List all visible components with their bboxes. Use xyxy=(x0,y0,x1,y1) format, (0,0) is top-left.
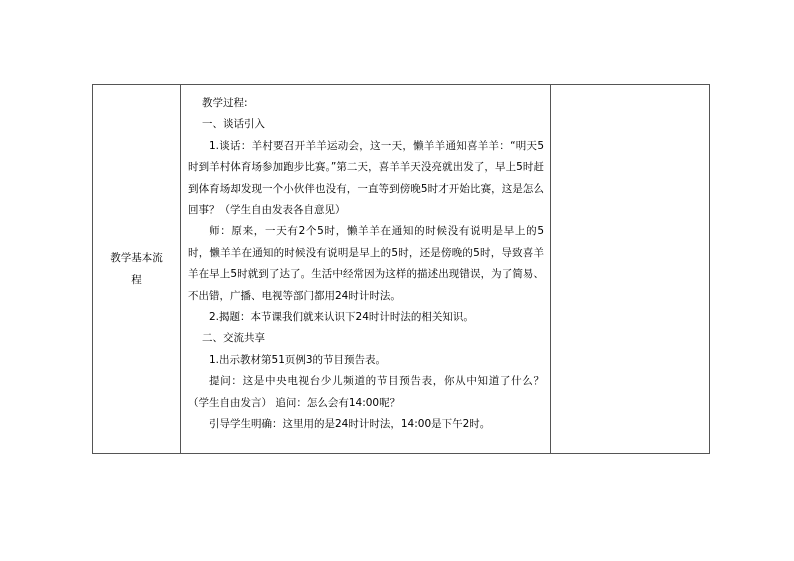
lesson-plan-table xyxy=(92,84,710,454)
row-label: 教学基本流程 xyxy=(110,252,163,286)
paragraph-guide: 引导学生明确：这里用的是24时计时法，14:00是下午2时。 xyxy=(209,418,491,431)
content-cell xyxy=(181,85,551,454)
section-heading-intro: 一、谈话引入 xyxy=(202,118,265,131)
paragraph-topic: 2.揭题：本节课我们就来认识下24时计时法的相关知识。 xyxy=(209,311,474,324)
paragraph-question: 提问：这是中央电视台少儿频道的节目预告表，你从中知道了什么？（学生自由发言） 追问：怎么会有14:00呢？ xyxy=(188,375,544,409)
paragraph-teacher: 师：原来，一天有2个5时，懒羊羊在通知的时候没有说明是早上的5时，懒羊羊在通知的时候没有说明是早上的5时，还是傍晚的5时，导致喜羊羊在早上5时就到了达了。生活中经常因为这样的描述出现错误，为了简易、不出错，广播、电视等部门都用24时计时法。 xyxy=(188,225,544,302)
teaching-process-content xyxy=(181,85,550,436)
table-row xyxy=(93,85,710,454)
section-heading-share: 二、交流共享 xyxy=(202,332,265,345)
row-label-cell xyxy=(93,85,181,454)
paragraph-talk: 1.谈话：羊村要召开羊羊运动会，这一天，懒羊羊通知喜羊羊：“明天5时到羊村体育场参加跑步比赛。”第二天，喜羊羊天没亮就出发了，早上5时赶到体育场却发现一个小伙伴也没有，一直等到傍晚5时才开始比赛，这是怎么回事？（学生自由发表各自意见） xyxy=(188,139,544,217)
process-heading: 教学过程: xyxy=(202,97,248,109)
empty-notes-cell xyxy=(551,85,710,454)
paragraph-show-textbook: 1.出示教材第51页例3的节目预告表。 xyxy=(209,353,387,366)
